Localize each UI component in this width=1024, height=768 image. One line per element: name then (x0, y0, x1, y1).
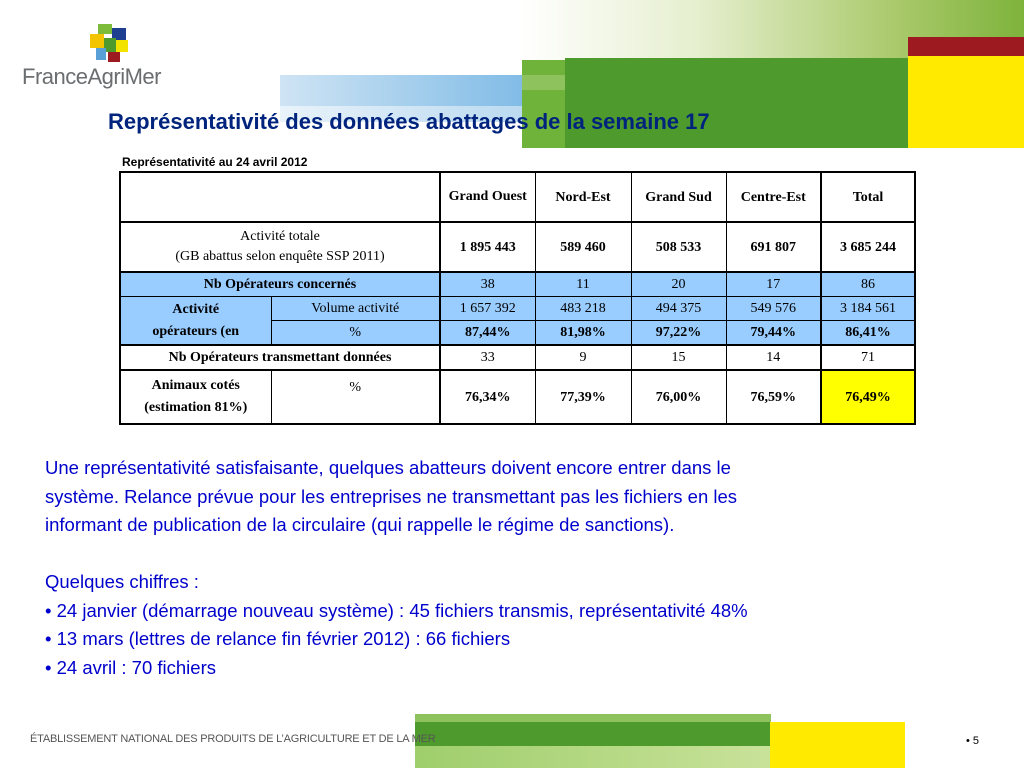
header-band-green-light (522, 75, 567, 90)
row-sublabel-volume: Volume activité (271, 297, 440, 321)
body-text (45, 454, 985, 682)
header-grand-ouest: Grand Ouest (440, 172, 535, 222)
footer-organisation: ÉTABLISSEMENT NATIONAL DES PRODUITS DE L’AGRICULTURE ET DE LA MER (30, 733, 436, 745)
table-cell: 97,22% (631, 321, 726, 346)
row-label-line: opérateurs (en (152, 323, 240, 339)
row-label-line: Animaux cotés (151, 378, 240, 393)
table-cell: 15 (631, 345, 726, 370)
spacer (45, 540, 985, 569)
table-row (120, 345, 915, 370)
footer-band-green (415, 722, 771, 746)
table-cell: 33 (440, 345, 535, 370)
table-cell: 38 (440, 272, 535, 297)
paragraph-line: système. Relance prévue pour les entreprises ne transmettant pas les fichiers en les (45, 485, 738, 507)
table-cell: 508 533 (631, 222, 726, 272)
table-cell: 3 184 561 (821, 297, 915, 321)
table-cell-total-highlight: 76,49% (821, 370, 915, 424)
table-row (120, 272, 915, 297)
row-sublabel-percent: % (271, 370, 440, 424)
representativity-table (119, 171, 916, 425)
row-label-line: Activité (172, 301, 220, 317)
table-cell: 76,59% (726, 370, 821, 424)
header-centre-est: Centre-Est (726, 172, 821, 222)
table-cell: 77,39% (535, 370, 631, 424)
franceagrimer-logo (22, 24, 182, 94)
header-nord-est: Nord-Est (535, 172, 631, 222)
paragraph-line: Une représentativité satisfaisante, quelques abatteurs doivent encore entrer dans le (45, 457, 731, 478)
table-cell: 20 (631, 272, 726, 297)
header-band-red (908, 37, 1024, 57)
header-total: Total (821, 172, 915, 222)
table-cell: 71 (821, 345, 915, 370)
row-label-activite-operateurs (120, 297, 271, 346)
header-empty-cell (120, 172, 440, 222)
table-cell: 11 (535, 272, 631, 297)
table-cell: 494 375 (631, 297, 726, 321)
table-cell: 549 576 (726, 297, 821, 321)
footer-band-yellow (770, 722, 905, 768)
table-cell: 86,41% (821, 321, 915, 346)
table-cell: 87,44% (440, 321, 535, 346)
table-cell: 76,00% (631, 370, 726, 424)
row-label-nb-operateurs: Nb Opérateurs concernés (120, 272, 440, 297)
table-cell: 14 (726, 345, 821, 370)
row-label-line: (estimation 81%) (144, 400, 248, 415)
figures-heading: Quelques chiffres : (45, 571, 199, 592)
slide-title: Représentativité des données abattages de la semaine 17 (108, 109, 710, 134)
table-cell: 691 807 (726, 222, 821, 272)
table-cell: 589 460 (535, 222, 631, 272)
header-band-blue (280, 75, 530, 107)
table-row (120, 370, 915, 424)
table-cell: 86 (821, 272, 915, 297)
bullet-item: • 24 avril : 70 fichiers (45, 656, 216, 678)
table-cell: 79,44% (726, 321, 821, 346)
logo-mark-icon (90, 24, 132, 64)
bullet-item: • 24 janvier (démarrage nouveau système) : 45 fichiers transmis, représentativité 48% (45, 599, 748, 621)
row-label-line: Activité totale (240, 229, 320, 244)
table-cell: 483 218 (535, 297, 631, 321)
header-band-yellow (908, 56, 1024, 148)
table-cell: 76,34% (440, 370, 535, 424)
table-cell: 17 (726, 272, 821, 297)
page-number: • 5 (966, 735, 980, 747)
bullet-item: • 13 mars (lettres de relance fin février 2012) : 66 fichiers (45, 628, 511, 649)
header-grand-sud: Grand Sud (631, 172, 726, 222)
table-cell: 3 685 244 (821, 222, 915, 272)
paragraph-line: informant de publication de la circulaire (qui rappelle le régime de sanctions). (45, 514, 675, 535)
table-cell: 1 657 392 (440, 297, 535, 321)
table-cell: 9 (535, 345, 631, 370)
logo-text: FranceAgriMer (22, 64, 161, 89)
table-header-row (120, 172, 915, 222)
row-label-animaux-cotes (120, 370, 271, 424)
footer-band-green-pale (415, 746, 771, 768)
row-label-activite-totale (120, 222, 440, 272)
row-label-nb-transmettant: Nb Opérateurs transmettant données (120, 345, 440, 370)
table-cell: 81,98% (535, 321, 631, 346)
table-caption: Représentativité au 24 avril 2012 (122, 155, 308, 169)
table-row (120, 222, 915, 272)
table-row (120, 297, 915, 321)
row-label-line: (GB abattus selon enquête SSP 2011) (175, 249, 385, 264)
table-cell: 1 895 443 (440, 222, 535, 272)
row-sublabel-percent: % (271, 321, 440, 346)
